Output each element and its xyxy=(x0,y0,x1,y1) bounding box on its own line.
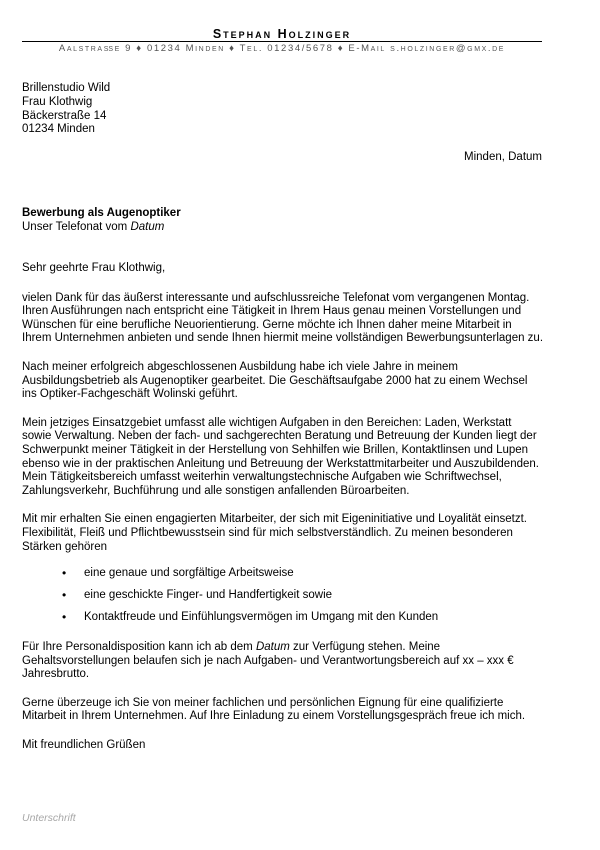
paragraph-intro: vielen Dank für das äußerst interessante und aufschlussreiche Telefonat vom vergangenen Montag. Ihren Ausführungen nach entspricht eine Tätigkeit in Ihrem Haus genau meinen Vorstellungen und Wünschen für eine berufliche Neuorientierung. Gerne möchte ich Ihnen daher meine Mitarbeit in Ihrem Unternehmen anbieten und sende Ihnen hiermit meine vollständigen Bewerbungsunterlagen zu. xyxy=(22,291,544,345)
signature-placeholder: Unterschrift xyxy=(22,812,76,824)
list-item-text: eine genaue und sorgfältige Arbeitsweise xyxy=(84,567,294,580)
recipient-company: Brillenstudio Wild xyxy=(22,82,111,94)
availability-date: Datum xyxy=(255,641,290,654)
subject-reference-prefix: Unser Telefonat vom xyxy=(22,221,131,233)
subject-reference xyxy=(22,220,181,234)
list-item-text: eine geschickte Finger- und Handfertigkeit sowie xyxy=(84,589,333,602)
subject-block xyxy=(22,206,181,234)
recipient-person: Frau Klothwig xyxy=(22,95,93,108)
subject-reference-date: Datum xyxy=(130,221,165,233)
sender-contact-line: Aalstraße 9 ♦ 01234 Minden ♦ Tel. 01234/5678 ♦ E-Mail s.holzinger@gmx.de xyxy=(58,43,506,54)
subject-line: Bewerbung als Augenoptiker xyxy=(22,207,181,219)
closing-greeting: Mit freundlichen Grüßen xyxy=(22,739,146,752)
bullet-icon: • xyxy=(62,566,67,581)
recipient-street: Bäckerstraße 14 xyxy=(22,109,107,122)
list-item-text: Kontaktfreude und Einfühlungsvermögen im Umgang mit den Kunden xyxy=(84,611,439,624)
bullet-icon: • xyxy=(62,610,67,625)
strengths-list xyxy=(22,565,544,631)
availability-suffix: zur Verfügung stehen. Meine Gehaltsvorstellungen belaufen sich je nach Aufgaben- und Verantwortungsbereich auf xx – xxx € Jahresbrutto. xyxy=(22,641,514,681)
letter-body xyxy=(22,262,544,768)
salutation: Sehr geehrte Frau Klothwig, xyxy=(22,262,166,274)
list-item xyxy=(22,609,544,631)
bullet-icon: • xyxy=(62,588,67,603)
header-divider xyxy=(22,41,542,42)
paragraph-availability xyxy=(22,641,544,682)
list-item xyxy=(22,587,544,609)
paragraph-current-role: Mein jetziges Einsatzgebiet umfasst alle wichtigen Aufgaben in den Bereichen: Laden, Werkstatt sowie Verwaltung. Neben der fach- und sachgerechten Beratung und Betreuung der Kunden liegt der Schwerpunkt meiner Tätigkeit in der Herstellung von Sehhilfen wie Brillen, Kontaktlinsen und Lupen ebenso wie in der praktischen Anleitung und Betreuung der Werkstattmitarbeiter und Auszubildenden. Mein Tätigkeitsbereich umfasst weiterhin verwaltungstechnische Aufgaben wie Schriftwechsel, Zahlungsverkehr, Buchführung und alle sonstigen anfallenden Büroarbeiten. xyxy=(22,416,539,497)
paragraph-closing-request: Gerne überzeuge ich Sie von meiner fachlichen und persönlichen Eignung für eine qualifizierte Mitarbeit in Ihrem Unternehmen. Auf Ihre Einladung zu einem Vorstellungsgespräch freue ich mich. xyxy=(22,696,526,723)
recipient-city: 01234 Minden xyxy=(22,123,95,136)
sender-name: Stephan Holzinger xyxy=(212,27,352,41)
place-and-date: Minden, Datum xyxy=(464,151,542,163)
availability-prefix: Für Ihre Personaldisposition kann ich ab dem xyxy=(22,641,256,654)
recipient-address xyxy=(22,82,110,137)
paragraph-training: Nach meiner erfolgreich abgeschlossenen Ausbildung habe ich viele Jahre in meinem Ausbildungsbetrieb als Augenoptiker gearbeitet. Die Geschäftsaufgabe 2000 hat zu einem Wechsel ins Optiker-Fachgeschäft Wolinski geführt. xyxy=(22,360,528,401)
paragraph-strengths-intro: Mit mir erhalten Sie einen engagierten Mitarbeiter, der sich mit Eigeninitiative und Loyalität einsetzt. Flexibilität, Fleiß und Pflichtbewusstsein sind für mich selbstverständlich. Zu meinen besonderen Stärken gehören xyxy=(22,513,527,553)
list-item xyxy=(22,565,544,587)
